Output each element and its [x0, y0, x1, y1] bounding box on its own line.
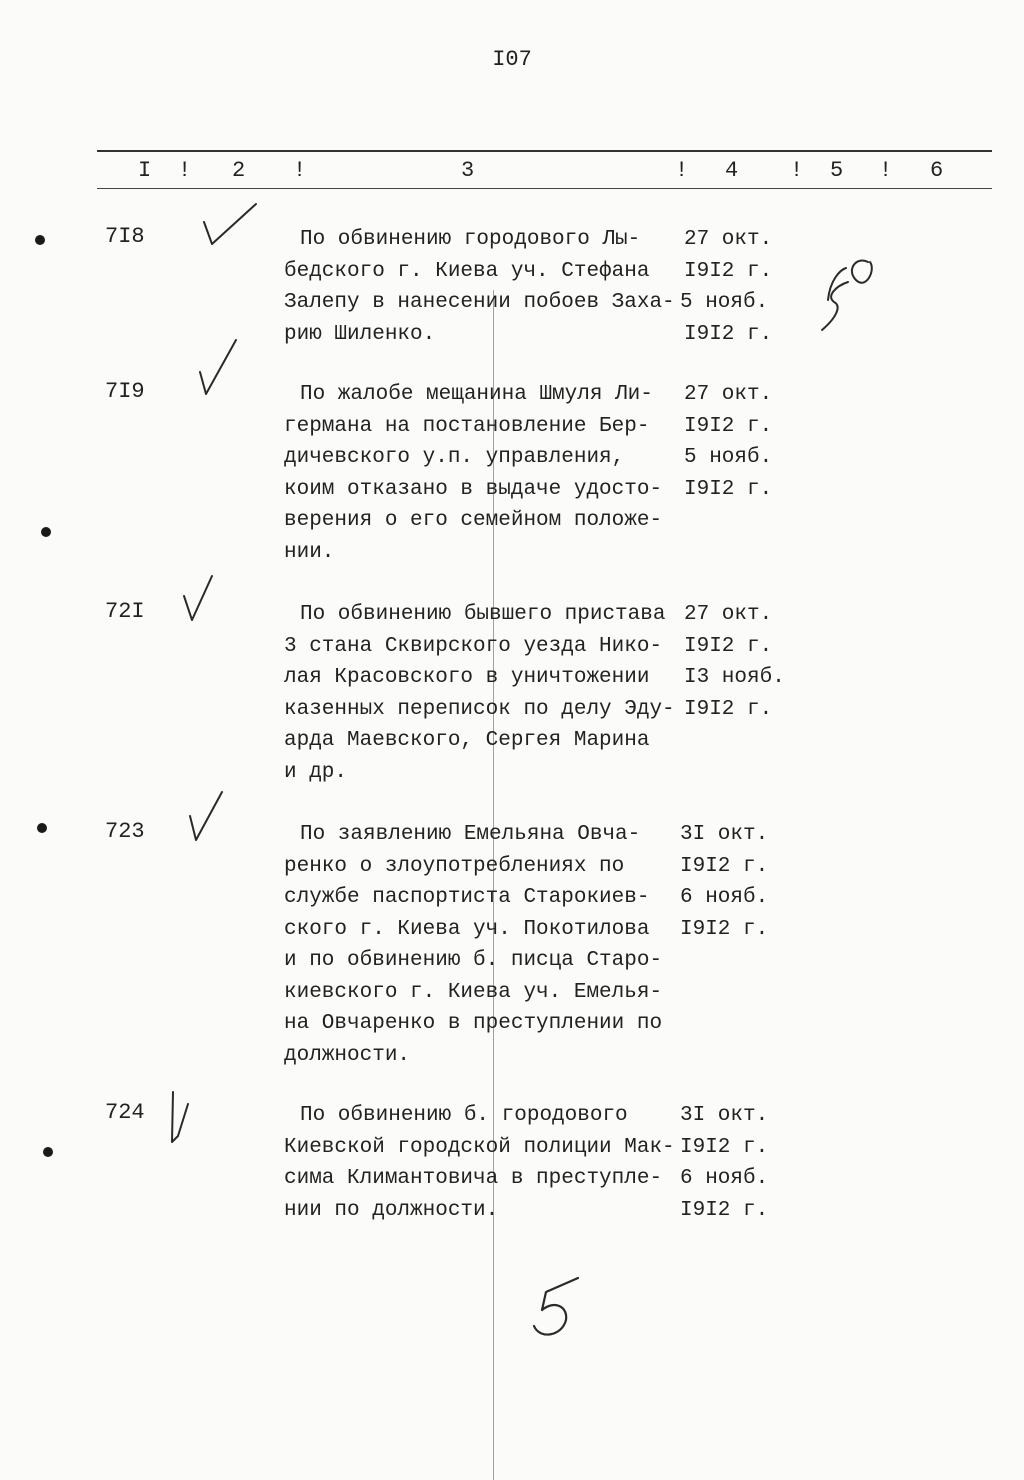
- binding-hole-mark-icon: [41, 527, 51, 537]
- entry-number: 723: [105, 819, 145, 844]
- description-line: рию Шиленко.: [284, 322, 436, 346]
- date-line: 6 нояб.: [680, 1167, 769, 1190]
- date-line: 3I окт.: [680, 1104, 769, 1127]
- column-separator: !: [879, 158, 893, 183]
- column-header-4: 4: [725, 158, 739, 183]
- description-line: По заявлению Емельяна Овча-: [300, 823, 641, 846]
- description-line: и др.: [284, 760, 348, 784]
- description-line: германа на постановление Бер-: [284, 414, 650, 438]
- description-line: нии по должности.: [284, 1198, 499, 1222]
- date-line: I9I2 г.: [684, 697, 773, 721]
- date-line: I3 нояб.: [684, 666, 785, 689]
- date-line: 6 нояб.: [680, 886, 769, 909]
- description-line: лая Красовского в уничтожении: [284, 666, 650, 689]
- description-line: По жалобе мещанина Шмуля Ли-: [300, 383, 653, 406]
- date-line: I9I2 г.: [684, 259, 773, 283]
- description-line: на Овчаренко в преступлении по: [284, 1012, 663, 1035]
- description-line: Киевской городской полиции Мак-: [284, 1135, 675, 1159]
- binding-hole-mark-icon: [37, 823, 47, 833]
- description-line: должности.: [284, 1043, 411, 1067]
- checkmark-icon: [184, 576, 212, 620]
- date-line: 27 окт.: [684, 228, 773, 251]
- column-header-1: I: [138, 158, 152, 183]
- description-line: киевского г. Киева уч. Емелья-: [284, 980, 663, 1004]
- description-line: коим отказано в выдаче удосто-: [284, 477, 663, 501]
- binding-hole-mark-icon: [43, 1147, 53, 1157]
- date-line: 27 окт.: [684, 383, 773, 406]
- checkmark-icon: [190, 792, 222, 840]
- description-line: дичевского у.п. управления,: [284, 446, 625, 469]
- checkmark-icon: [200, 340, 236, 394]
- date-line: I9I2 г.: [680, 917, 769, 941]
- page-number: I07: [492, 47, 532, 72]
- entry-number: 72I: [105, 599, 145, 624]
- description-line: казенных переписок по делу Эду-: [284, 697, 675, 721]
- description-line: арда Маевского, Сергея Марина: [284, 729, 650, 752]
- checkmark-icon: [172, 1092, 188, 1142]
- description-line: службе паспортиста Старокиев-: [284, 886, 650, 909]
- column-header-2: 2: [232, 158, 246, 183]
- binding-hole-mark-icon: [35, 235, 45, 245]
- description-line: По обвинению бывшего пристава: [300, 603, 666, 626]
- description-line: Залепу в нанесении побоев Заха-: [284, 291, 675, 314]
- date-line: I9I2 г.: [680, 854, 769, 878]
- date-line: I9I2 г.: [684, 414, 773, 438]
- description-line: По обвинению б. городового: [300, 1104, 628, 1127]
- column-header-5: 5: [830, 158, 844, 183]
- column-header-3: 3: [461, 158, 475, 183]
- checkmark-icon: [204, 204, 256, 244]
- description-line: По обвинению городового Лы-: [300, 228, 641, 251]
- column-separator: !: [178, 158, 192, 183]
- handwritten-numeral-5-icon: [534, 1278, 578, 1335]
- description-line: сима Климантовича в преступле-: [284, 1167, 663, 1190]
- handwritten-signature-icon: [822, 261, 872, 330]
- entry-number: 7I8: [105, 224, 145, 249]
- date-line: 5 нояб.: [680, 291, 769, 314]
- column-header-6: 6: [930, 158, 944, 183]
- date-line: I9I2 г.: [684, 477, 773, 501]
- description-line: бедского г. Киева уч. Стефана: [284, 259, 650, 283]
- date-line: 3I окт.: [680, 823, 769, 846]
- date-line: 27 окт.: [684, 603, 773, 626]
- date-line: 5 нояб.: [684, 446, 773, 469]
- date-line: I9I2 г.: [684, 322, 773, 346]
- date-line: I9I2 г.: [684, 634, 773, 658]
- description-line: ского г. Киева уч. Покотилова: [284, 917, 650, 941]
- date-line: I9I2 г.: [680, 1198, 769, 1222]
- description-line: и по обвинению б. писца Старо-: [284, 949, 663, 972]
- column-separator: !: [790, 158, 804, 183]
- description-line: верения о его семейном положе-: [284, 509, 663, 532]
- column-separator: !: [293, 158, 307, 183]
- entry-number: 7I9: [105, 379, 145, 404]
- column-separator: !: [675, 158, 689, 183]
- description-line: нии.: [284, 540, 335, 564]
- entry-number: 724: [105, 1100, 145, 1125]
- date-line: I9I2 г.: [680, 1135, 769, 1159]
- description-line: 3 стана Сквирского уезда Нико-: [284, 634, 663, 658]
- description-line: ренко о злоупотреблениях по: [284, 854, 625, 878]
